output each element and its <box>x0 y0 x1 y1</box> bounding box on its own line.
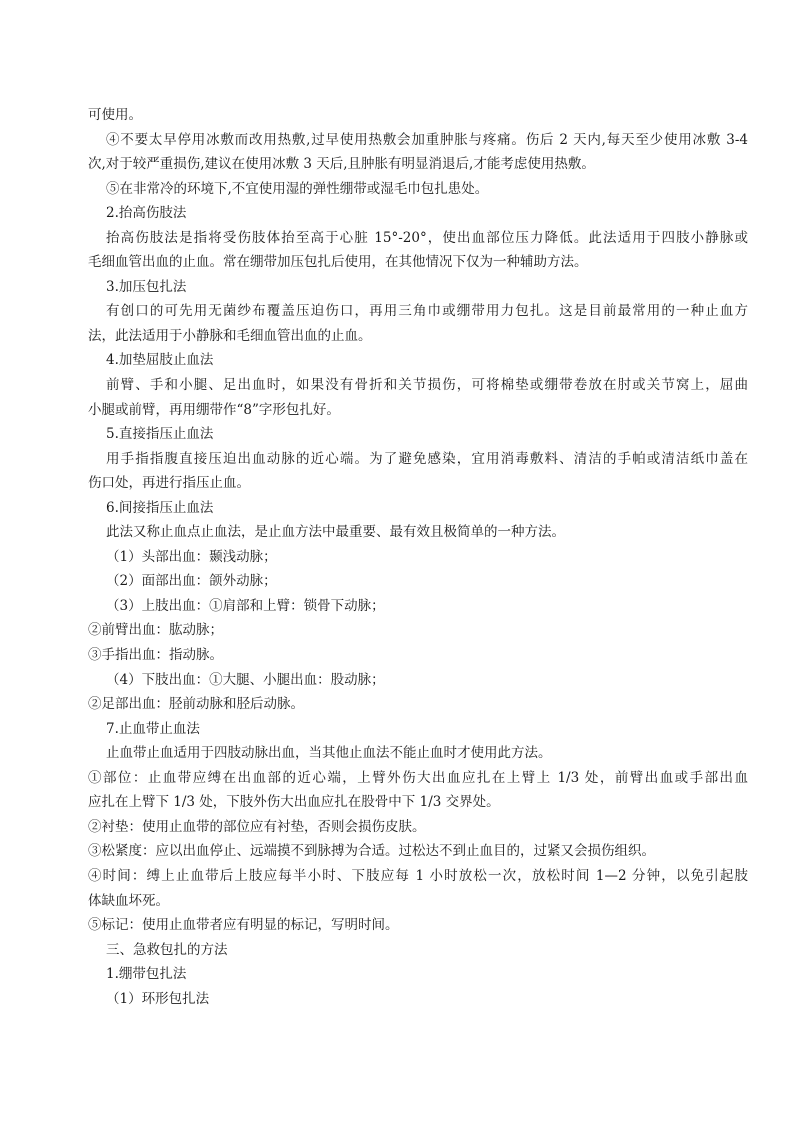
text-line: ④时间：缚上止血带后上肢应每半小时、下肢应每 1 小时放松一次，放松时间 1—2 分钟，以免引起肢 <box>88 867 748 884</box>
section-heading: 三、急救包扎的方法 <box>106 941 228 958</box>
text-line: 有创口的可先用无菌纱布覆盖压迫伤口，再用三角巾或绷带用力包扎。这是目前最常用的一种止血方 <box>106 303 748 320</box>
text-line: 止血带止血适用于四肢动脉出血，当其他止血法不能止血时才使用此方法。 <box>106 745 552 762</box>
text-line: 体缺血坏死。 <box>88 892 169 909</box>
list-item: （1）环形包扎法 <box>106 990 210 1007</box>
section-heading: 5.直接指压止血法 <box>106 426 214 443</box>
text-line: ⑤标记：使用止血带者应有明显的标记，写明时间。 <box>88 917 399 934</box>
list-item: ②前臂出血：肱动脉； <box>88 622 223 639</box>
text-line: 抬高伤肢法是指将受伤肢体抬至高于心脏 15°-20°，使出血部位压力降低。此法适用于四肢小静脉或 <box>106 229 748 246</box>
text-line: ②衬垫：使用止血带的部位应有衬垫，否则会损伤皮肤。 <box>88 818 426 835</box>
list-item: ②足部出血：胫前动脉和胫后动脉。 <box>88 696 304 713</box>
text-line: 小腿或前臂，再用绷带作“8”字形包扎好。 <box>88 401 340 418</box>
text-line: 次,对于较严重损伤,建议在使用冰敷 3 天后,且肿胀有明显消退后,才能考虑使用热敷。 <box>88 156 595 173</box>
section-heading: 4.加垫屈肢止血法 <box>106 352 214 369</box>
section-heading: 2.抬高伤肢法 <box>106 205 187 222</box>
text-line: 法，此法适用于小静脉和毛细血管出血的止血。 <box>88 327 372 344</box>
list-item: （3）上肢出血：①肩部和上臂：锁骨下动脉； <box>106 597 385 614</box>
text-line: ③松紧度：应以出血停止、远端摸不到脉搏为合适。过松达不到止血目的，过紧又会损伤组织。 <box>88 843 655 860</box>
section-heading: 1.绷带包扎法 <box>106 966 187 983</box>
text-line: 用手指指腹直接压迫出血动脉的近心端。为了避免感染，宜用消毒敷料、清洁的手帕或清洁纸巾盖在 <box>106 450 748 467</box>
text-line: ⑤在非常冷的环境下,不宜使用湿的弹性绷带或湿毛巾包扎患处。 <box>106 180 489 197</box>
list-item: ③手指出血：指动脉。 <box>88 647 223 664</box>
section-heading: 7.止血带止血法 <box>106 720 200 737</box>
text-line: ①部位：止血带应缚在出血部的近心端，上臂外伤大出血应扎在上臂上 1/3 处，前臂出血或手部出血 <box>88 769 748 786</box>
list-item: （4）下肢出血：①大腿、小腿出血：股动脉； <box>106 671 385 688</box>
document-body <box>88 103 748 1011</box>
section-heading: 6.间接指压止血法 <box>106 499 214 516</box>
text-line: 伤口处，再进行指压止血。 <box>88 475 250 492</box>
list-item: （1）头部出血：颞浅动脉； <box>106 548 277 565</box>
list-item: （2）面部出血：颌外动脉； <box>106 573 277 590</box>
text-line: ④不要太早停用冰敷而改用热敷,过早使用热敷会加重肿胀与疼痛。伤后 2 天内,每天至少使用冰敷 3-4 <box>106 131 748 148</box>
text-line: 可使用。 <box>88 107 142 123</box>
text-line: 毛细血管出血的止血。常在绷带加压包扎后使用，在其他情况下仅为一种辅助方法。 <box>88 254 588 271</box>
text-line: 应扎在上臂下 1/3 处，下肢外伤大出血应扎在股骨中下 1/3 交界处。 <box>88 794 500 811</box>
section-heading: 3.加压包扎法 <box>106 278 187 295</box>
text-line: 此法又称止血点止血法，是止血方法中最重要、最有效且极简单的一种方法。 <box>106 524 565 541</box>
text-line: 前臂、手和小腿、足出血时，如果没有骨折和关节损伤，可将棉垫或绷带卷放在肘或关节窝上，屈曲 <box>106 377 748 394</box>
